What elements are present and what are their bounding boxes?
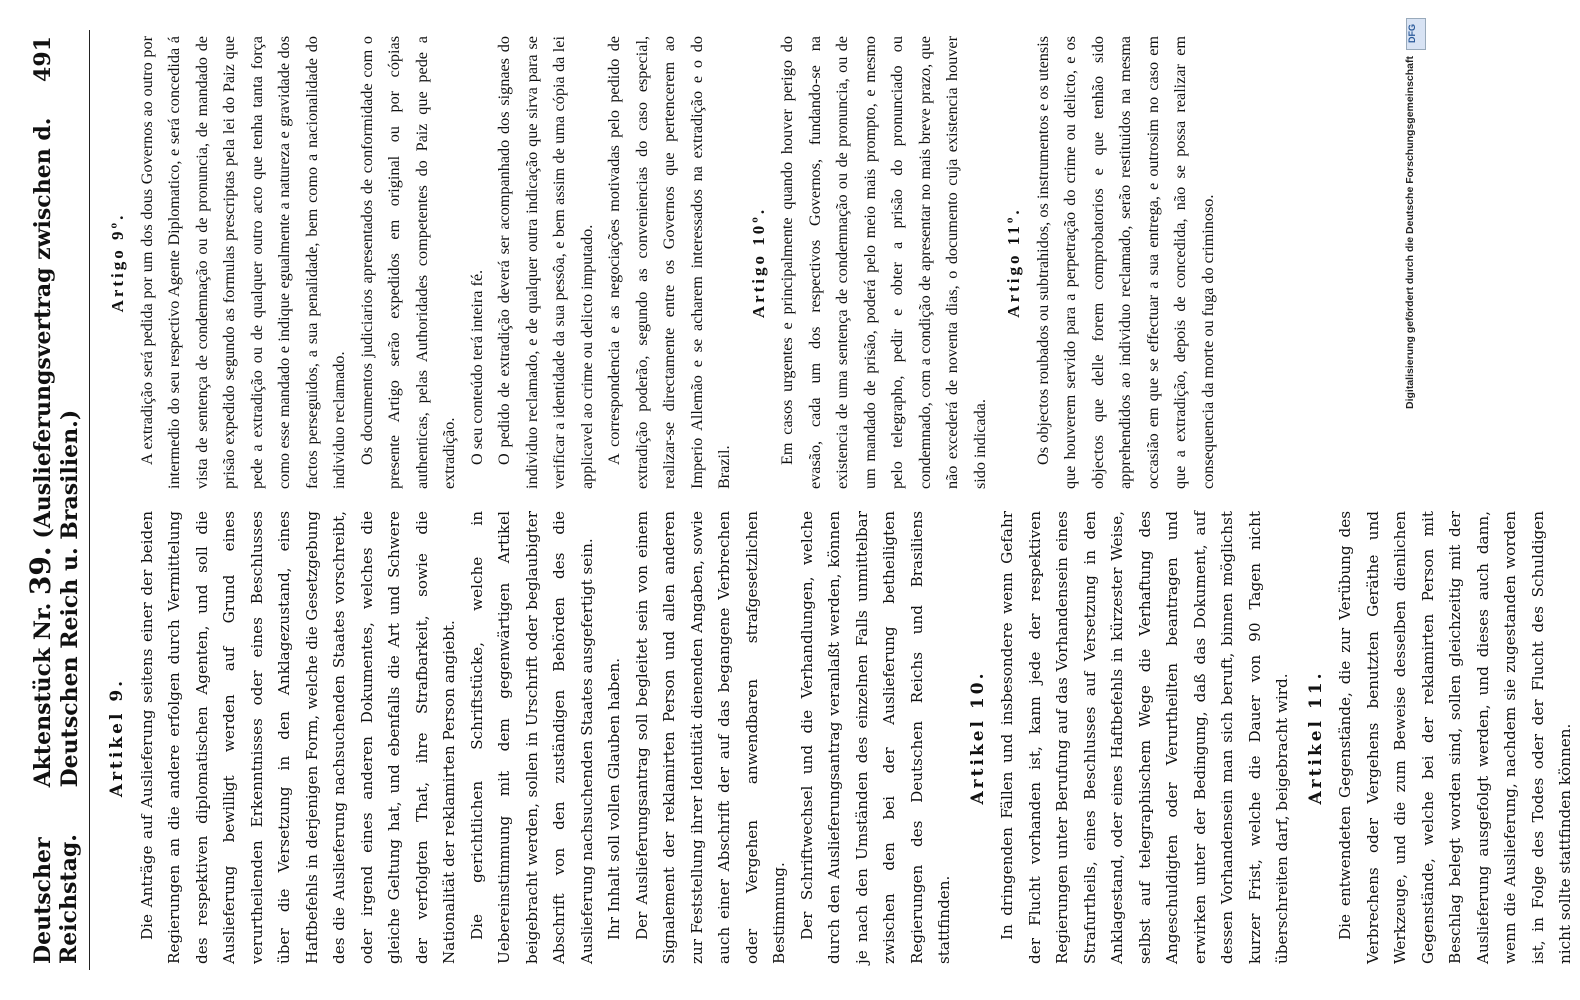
pt-paragraph: O pedido de extradição deverá ser acompanhado dos signaes do individuo reclamado, e de qualquer outra indicação que sirva para se verificar a identidade da sua pessôa, e bem assim de uma cópia da lei applicavel ao crime ou delicto imputado.	[495, 36, 596, 489]
de-paragraph: In dringenden Fällen und insbesondere wenn Gefahr der Flucht vorhanden ist, kann jede der respektiven Regierungen unter Berufung auf das Vorhandensein eines Strafurtheils, eines Beschlusses auf Versetzung in den Anklagestand, oder eines Haftbefehls in kürzester Weise, selbst auf telegraphischem Wege die Verhaftung des Angeschuldigten oder Verurtheilten beantragen und erwirken unter der Bedingung, daß das Dokument, auf dessen Vorhandensein man sich beruft, binnen möglichst kurzer Frist, welche die Dauer von 90 Tagen nicht überschreiten darf, beigebracht wird.	[998, 511, 1291, 964]
pt-article-10-title: Artigo 10º.	[748, 206, 768, 319]
dfg-logo: DFG	[1406, 18, 1426, 50]
de-article-11-title: Artikel 11.	[1305, 670, 1326, 805]
de-paragraph: Der Schriftwechsel und die Verhandlungen, welche durch den Auslieferungsantrag veranlaßt werden, können je nach den Umständen des einzelnen Falls unmittelbar zwischen den bei der Auslieferung betheiligten Regierungen des Deutschen Reichs und Brasiliens stattfinden.	[797, 511, 953, 964]
pt-article-9-title: Artigo 9º.	[108, 212, 127, 313]
header-prefix: Aktenstück Nr.	[30, 602, 56, 788]
de-paragraph: Die gerichtlichen Schriftstücke, welche in Uebereinstimmung mit dem gegenwärtigen Artikel beigebracht werden, sollen in Urschrift oder beglaubigter Abschrift von den zuständigen Behörden des die Auslieferung nachsuchenden Staates ausgefertigt sein.	[467, 511, 596, 964]
digitization-note	[1400, 0, 1432, 1000]
pt-article-11-title: Artigo 11º.	[1004, 207, 1023, 318]
digitization-credit: Digitalisierung gefördert durch die Deutsche Forschungsgemeinschaft	[1404, 56, 1416, 409]
pt-paragraph: A correspondencia e as negociações motivadas pelo pedido de extradição poderão, segundo as conveniencias do caso especial, realizar-se directamente entre os Governos que pertencerem ao Imperio Allemão e se acharem interessados na extradição e o do Brazil.	[605, 36, 733, 489]
de-paragraph: Ihr Inhalt soll vollen Glauben haben.	[605, 657, 623, 940]
portuguese-column	[98, 36, 1580, 489]
de-paragraph: Die Anträge auf Auslieferung seitens einer der beiden Regierungen an die andere erfolgen durch Vermittelung des respektiven diplomatischen Agenten, und soll die Auslieferung bewilligt werden auf Grund eines verurtheilenden Erkenntnisses oder eines Beschlusses über die Versetzung in den Anklagezustand, eines Haftbefehls in derjenigen Form, welche die Gesetzgebung des die Auslieferung nachsuchenden Staates vorschreibt, oder irgend eines anderen Dokumentes, welches die gleiche Geltung hat, und ebenfalls die Art und Schwere der verfolgten That, ihre Strafbarkeit, sowie die Nationalität der reklamirten Person angiebt.	[137, 511, 458, 964]
de-paragraph: Die entwendeten Gegenstände, die zur Verübung des Verbrechens oder Vergehens benutzten Geräthe und Werkzeuge, und die zum Beweise desselben dienlichen Gegenstände, welche bei der reklamirten Person mit Beschlag belegt worden sind, sollen gleichzeitig mit der Auslieferung ausgefolgt werden, und dieses auch dann, wenn die Auslieferung, nachdem sie zugestanden worden ist, in Folge des Todes oder der Flucht des Schuldigen nicht sollte stattfinden können.	[1336, 511, 1574, 964]
pt-paragraph: Os objectos roubados ou subtrahidos, os instrumentos e os utensis que houverem servido para a perpetração do crime ou delicto, e os objectos que delle forem comprobatorios e que tenhão sido apprehendidos ao individuo reclamado, serão restituidos na mesma occasião em que se effectuar a sua entrega, e outrosim no caso em que a extradição, depois de concedida, não se possa realizar em consequencia da morte ou fuga do criminoso.	[1033, 36, 1217, 489]
header-center	[24, 82, 83, 787]
page-number: 491	[30, 36, 56, 82]
german-column	[98, 511, 1580, 964]
running-head	[24, 30, 90, 970]
de-article-10-title: Artikel 10.	[967, 670, 988, 805]
de-article-9-title: Artikel 9.	[107, 677, 127, 798]
pt-paragraph: Em casos urgentes e principalmente quando houver perigo do evasão, cada um dos respectivos Governos, fundando-se na existencia de uma sentença de condemnação ou de pronuncia, ou de um mandado de prisão, poderá pelo meio mais prompto, e mesmo pelo telegrapho, pedir e obter a prisão do pronunciado ou condemnado, com a condição de apresentar no mais breve prazo, que não excederá de noventa dias, o documento cuja existencia houver sido indicada.	[778, 36, 989, 489]
de-paragraph: Der Auslieferungsantrag soll begleitet sein von einem Signalement der reklamirten Person und allen anderen zur Feststellung ihrer Identität dienenden Angaben, sowie auch einer Abschrift der auf das begangene Verbrechen oder Vergehen anwendbaren strafgesetzlichen Bestimmung.	[632, 511, 788, 964]
header-left: Deutscher Reichstag.	[30, 834, 82, 964]
pt-paragraph: O seu conteúdo terá inteira fé.	[467, 269, 486, 465]
pt-paragraph: A extradição será pedida por um dos dous Governos ao outro por intermedio do seu respectivo Agente Diplomatico, e será concedida á vista de sentença de condemnação ou de pronuncia, de mandado de prisão expedido segundo as formulas prescriptas pela lei do Paiz que pede a extradição ou de qualquer outro acto que tenha tanta força como esse mandado e indique egualmente a natureza e gravidade dos factos perseguidos, a sua penalidade, bem como a nacionalidade do individuo reclamado.	[137, 36, 348, 489]
document-number: 39.	[24, 546, 57, 596]
pt-paragraph: Os documentos judiciarios apresentados de conformidade com o presente Artigo serão expedidos em original ou por cópias authenticas, pelas Authoridades competentes do Paiz que pede a extradição.	[357, 36, 458, 489]
header-suffix: (Auslieferungsvertrag zwischen d. Deutschen Reich u. Brasilien.)	[30, 117, 83, 788]
text-columns	[98, 30, 1580, 970]
